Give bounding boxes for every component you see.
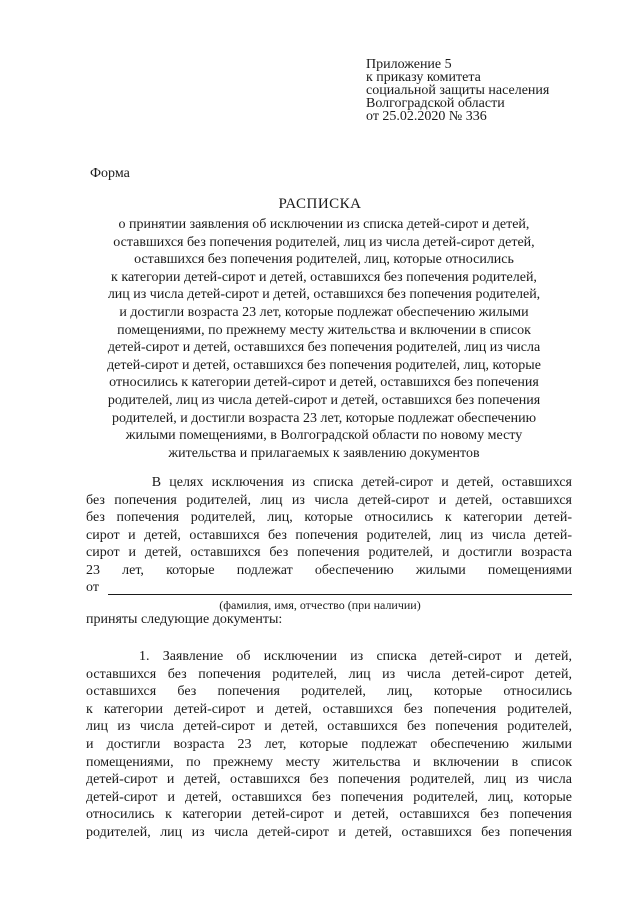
appendix-line: Волгоградской области [366,96,505,111]
document-subtitle [80,216,568,462]
paragraph-line: оставшихся без попечения родителей, лиц из числа детей-сирот детей, [86,666,572,682]
paragraph-line: сирот и детей, оставшихся без попечения родителей, лиц из числа детей- [86,527,572,543]
subtitle-line: оставшихся без попечения родителей, лиц из числа детей-сирот детей, [113,234,535,250]
paragraph-line: помещениями, по прежнему месту жительства и включении в список [86,754,572,770]
paragraph-line: родителей, лиц из числа детей-сирот и детей, оставшихся без попечения [86,824,572,840]
body-paragraph [86,474,572,580]
paragraph-line: В целях исключения из списка детей-сирот и детей, оставшихся [86,475,572,490]
appendix-line: Приложение 5 [366,57,452,72]
appendix-block [366,58,549,123]
appendix-line: к приказу комитета [366,70,481,85]
documents-accepted-label: приняты следующие документы: [86,612,283,627]
applicant-name-field [86,580,572,597]
subtitle-line: родителей, лиц из числа детей-сирот и детей, оставшихся без попечения [107,392,541,408]
field-caption: (фамилия, имя, отчество (при наличии) [219,598,421,612]
documents-list-item [86,648,572,842]
appendix-line: от 25.02.2020 № 336 [366,109,487,124]
subtitle-line: и достигли возраста 23 лет, которые подлежат обеспечению жилыми [119,304,529,320]
paragraph-line: сирот и детей, оставшихся без попечения родителей, и достигли возраста [86,545,572,561]
from-label: от [86,580,99,595]
subtitle-line: лиц из числа детей-сирот и детей, оставшихся без попечения родителей, [107,287,541,303]
subtitle-line: жительства и прилагаемых к заявлению документов [168,445,480,461]
paragraph-line: 1. Заявление об исключении из списка детей-сирот и детей, [86,649,572,664]
paragraph-line: оставшихся без попечения родителей, лиц, которые относились [86,684,572,700]
form-label: Форма [90,166,130,181]
subtitle-line: родителей, и достигли возраста 23 лет, которые подлежат обеспечению [111,410,537,426]
appendix-line: социальной защиты населения [366,83,550,98]
paragraph-line: детей-сирот и детей, оставшихся без попечения родителей, лиц, которые [86,789,572,805]
paragraph-line: к категории детей-сирот и детей, оставшихся без попечения родителей, [86,701,572,717]
paragraph-line: лиц из числа детей-сирот и детей, оставшихся без попечения родителей, [86,719,572,735]
paragraph-line: 23 лет, которые подлежат обеспечению жилыми помещениями [86,562,572,578]
subtitle-line: относились к категории детей-сирот и детей, оставшихся без попечения [109,375,539,391]
paragraph-line: детей-сирот и детей, оставшихся без попечения родителей, лиц из числа [86,772,572,788]
paragraph-line: и достигли возраста 23 лет, которые подлежат обеспечению жилыми [86,736,572,752]
document-title: РАСПИСКА [278,196,362,212]
paragraph-line: без попечения родителей, лиц, которые относились к категории детей- [86,510,572,526]
subtitle-line: оставшихся без попечения родителей, лиц, которые относились [134,252,514,268]
subtitle-line: о принятии заявления об исключении из списка детей-сирот и детей, [118,217,530,232]
subtitle-line: к категории детей-сирот и детей, оставшихся без попечения родителей, [111,269,537,285]
paragraph-line: без попечения родителей, лиц из числа детей-сирот и детей, оставшихся [86,492,572,508]
subtitle-line: жилыми помещениями, в Волгоградской области по новому месту [125,428,523,444]
paragraph-line: относились к категории детей-сирот и детей, оставшихся без попечения [86,807,572,823]
blank-underline [108,594,572,595]
subtitle-line: помещениями, по прежнему месту жительства и включении в список [117,322,531,338]
subtitle-line: детей-сирот и детей, оставшихся без попечения родителей, лиц, которые [107,357,541,373]
subtitle-line: детей-сирот и детей, оставшихся без попечения родителей, лиц из числа [107,340,541,356]
